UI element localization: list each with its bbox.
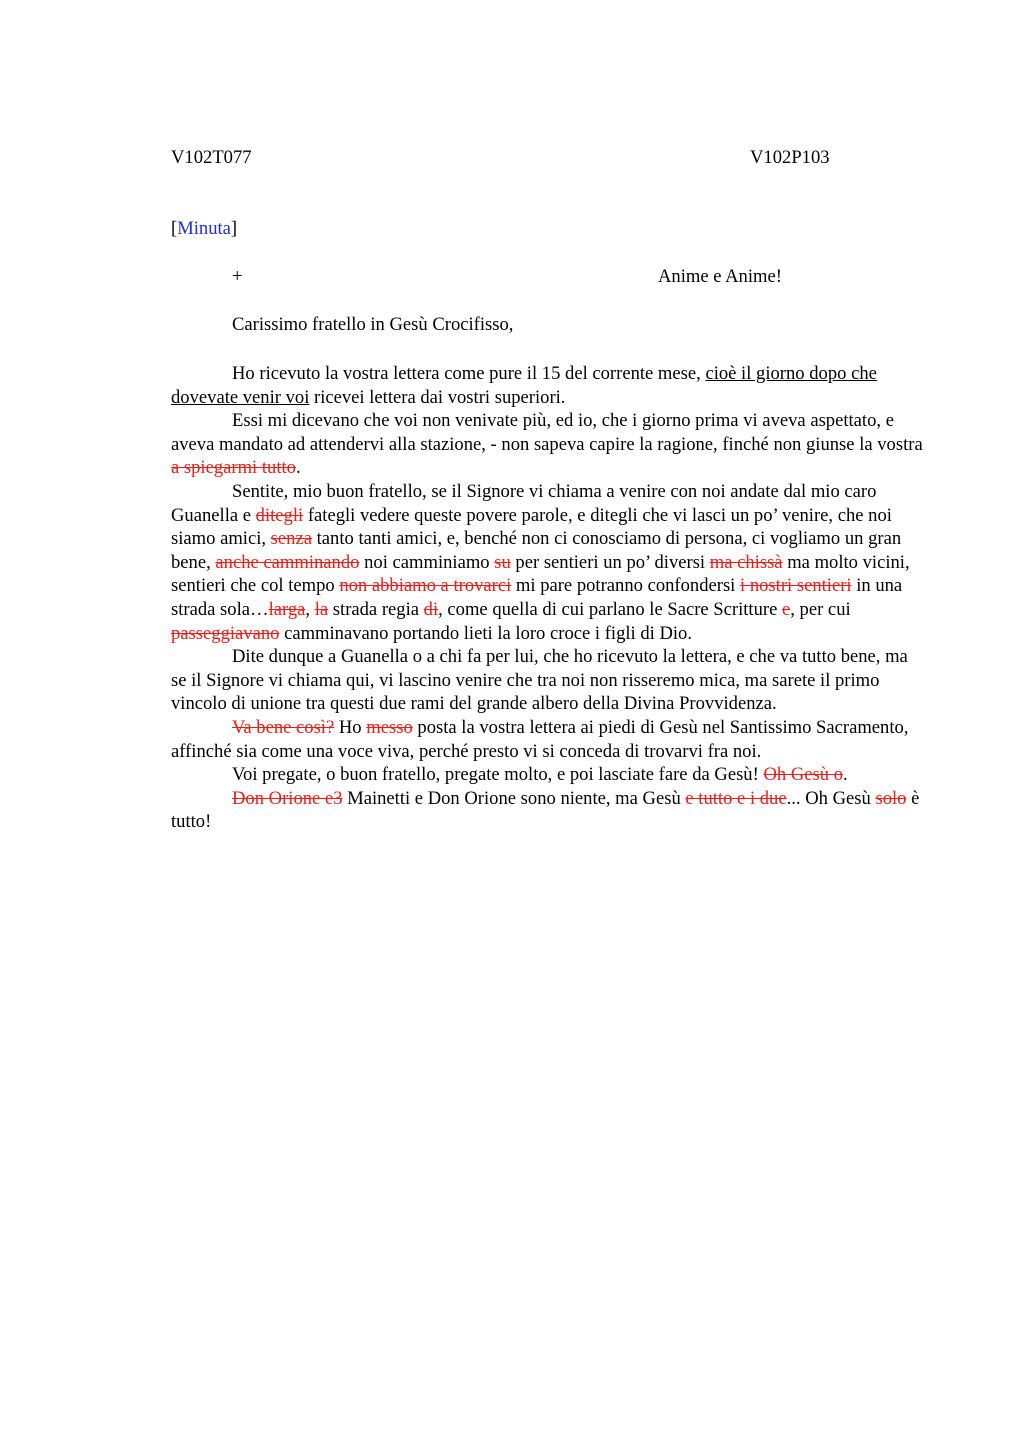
deleted-text: su (494, 551, 511, 573)
deleted-text: messo (366, 716, 413, 738)
deleted-text: non abbiamo a trovarci (339, 575, 512, 597)
letter-body (171, 362, 923, 834)
salutation: Carissimo fratello in Gesù Crocifisso, (232, 314, 514, 335)
deleted-text: la (314, 598, 329, 620)
deleted-text: anche camminando (215, 551, 360, 573)
paragraph-1: Ho ricevuto la vostra lettera come pure il 15 del corrente mese, cioè il giorno dopo che dovevate venir voi ricevei lettera dai vostri superiori. (171, 363, 877, 408)
deleted-text: senza (270, 528, 312, 550)
deleted-text: solo (875, 787, 907, 809)
header-code-left: V102T077 (171, 147, 252, 168)
paragraph-3: Sentite, mio buon fratello, se il Signore vi chiama a venire con noi andate dal mio caro Guanella e ditegli fategli vedere queste povere parole, e ditegli che vi lasci un po’ venire, che noi siamo amici, senza tanto tanti amici, e, benché non ci conosciamo di persona, ci vogliamo un gran bene, anche camminando noi camminiamo su per sentieri un po’ diversi ma chissà ma molto vicini, sentieri che col tempo non abbiamo a trovarci mi pare potranno confondersi i nostri sentieri in una strada sola…larga, la strada regia di, come quella di cui parlano le Sacre Scritture e, per cui passeggiavano camminavano portando lieti la loro croce i figli di Dio. (171, 480, 910, 644)
deleted-text: a spiegarmi tutto (171, 457, 296, 479)
deleted-text: i nostri sentieri (740, 575, 852, 597)
deleted-text: ditegli (255, 504, 304, 526)
deleted-text: Don Orione e3 (232, 787, 343, 809)
underlined-text: cioè il giorno dopo che dovevate venir voi (171, 363, 877, 408)
motto: Anime e Anime! (658, 266, 782, 287)
header-code-right: V102P103 (750, 147, 830, 168)
document-type-label (171, 217, 237, 241)
label-open-bracket: [ (171, 218, 178, 239)
deleted-text: di (423, 598, 439, 620)
deleted-text: ma chissà (709, 551, 783, 573)
paragraph-5: Va bene così? Ho messo posta la vostra lettera ai piedi di Gesù nel Santissimo Sacramento, affinché sia come una voce viva, perché presto vi si conceda di trovarvi fra noi. (171, 716, 909, 762)
deleted-text: e (781, 598, 791, 620)
deleted-text: passeggiavano (171, 622, 280, 644)
deleted-text: larga (268, 598, 306, 620)
paragraph-6: Voi pregate, o buon fratello, pregate molto, e poi lasciate fare da Gesù! Oh Gesù o. (232, 764, 848, 786)
deleted-text: Oh Gesù o (763, 764, 843, 786)
paragraph-7: Don Orione e3 Mainetti e Don Orione sono niente, ma Gesù e tutto e i due... Oh Gesù solo è tutto! (171, 787, 920, 833)
deleted-text: e tutto e i due (685, 787, 787, 809)
minuta-label: Minuta (177, 218, 231, 239)
paragraph-2: Essi mi dicevano che voi non venivate più, ed io, che i giorno prima vi aveva aspettato, e aveva mandato ad attendervi alla stazione, - non sapeva capire la ragione, finché non giunse la vostra a spiegarmi tutto. (171, 410, 923, 479)
deleted-text: Va bene così? (232, 716, 335, 738)
label-close-bracket: ] (230, 218, 238, 239)
cross-symbol: + (232, 266, 243, 287)
paragraph-4: Dite dunque a Guanella o a chi fa per lui, che ho ricevuto la lettera, e che va tutto bene, ma se il Signore vi chiama qui, vi lascino venire che tra noi non risseremo mica, ma sarete il primo vincolo di unione tra questi due rami del grande albero della Divina Provvidenza. (171, 646, 908, 715)
